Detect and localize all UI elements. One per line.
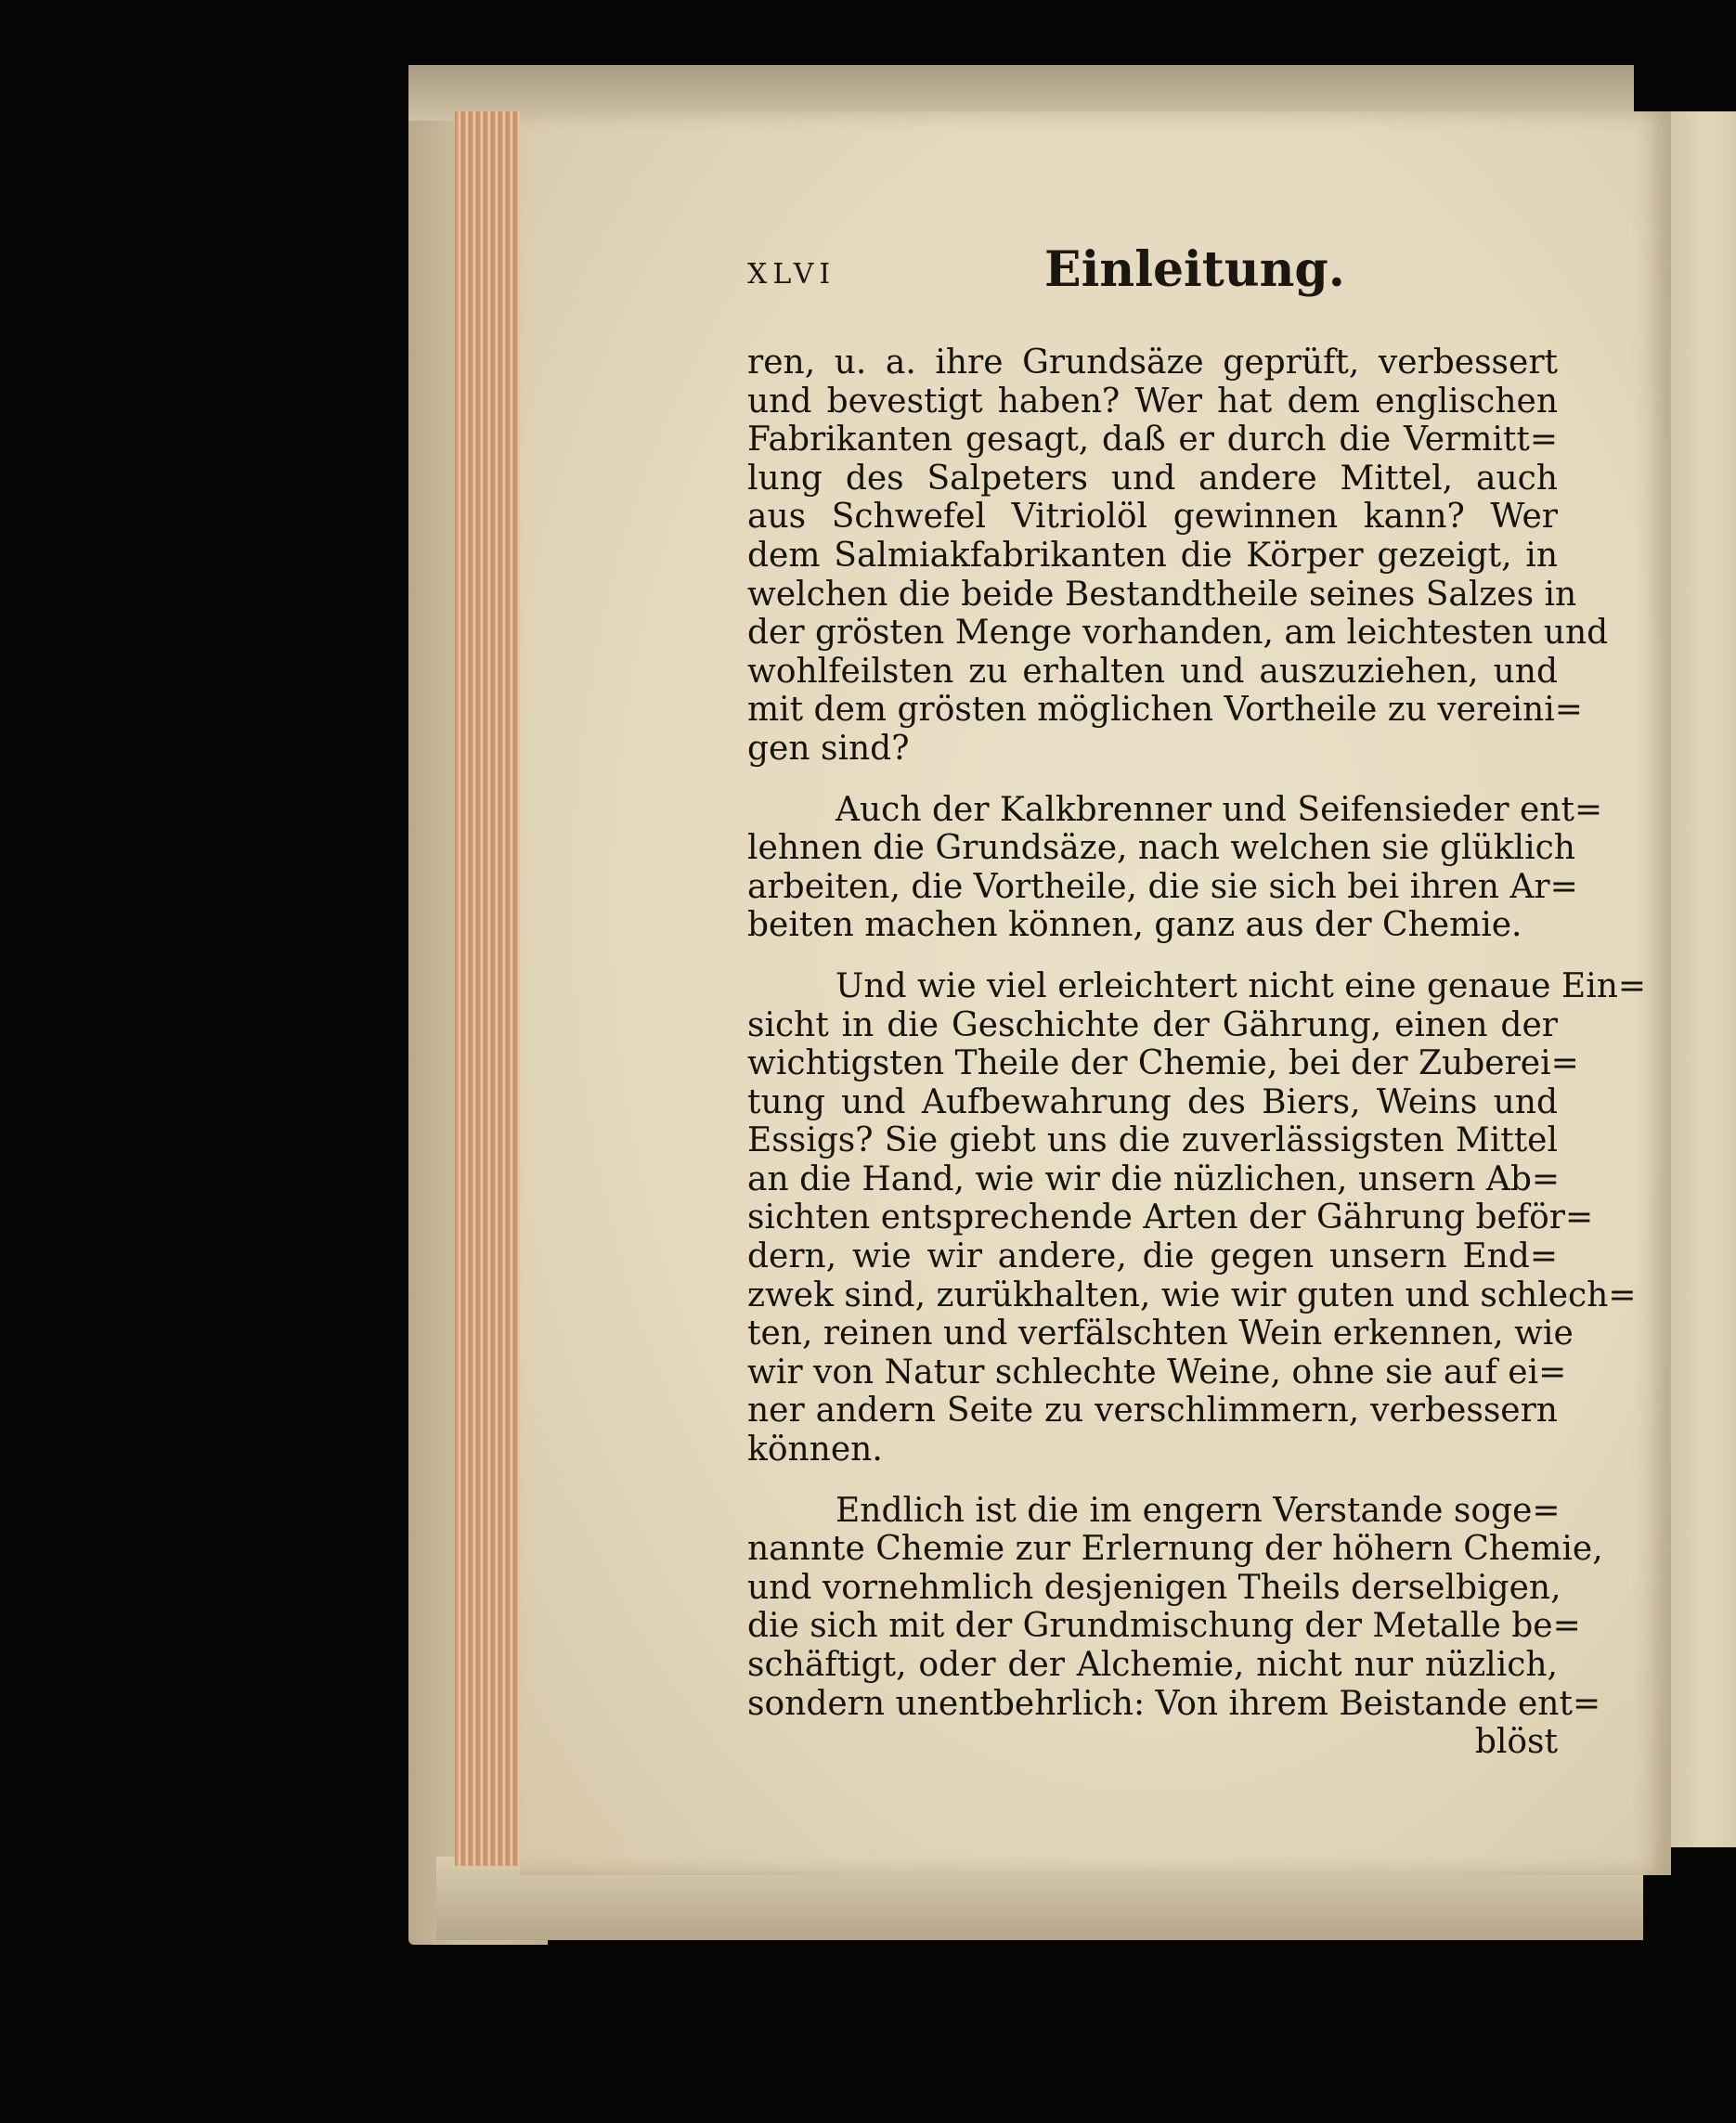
text-line: ner andern Seite zu verschlimmern, verbessern — [747, 1392, 1558, 1430]
text-line: aus Schwefel Vitriolöl gewinnen kann? Wer — [747, 498, 1558, 537]
running-head — [747, 241, 1345, 306]
text-line: Fabrikanten gesagt, daß er durch die Vermitt= — [747, 421, 1558, 460]
text-line: können. — [747, 1430, 883, 1469]
text-line: Endlich ist die im engern Verstande soge= — [836, 1491, 1561, 1530]
text-line: Essigs? Sie giebt uns die zuverlässigsten Mittel — [747, 1121, 1558, 1160]
text-line: der grösten Menge vorhanden, am leichtesten und — [747, 614, 1609, 653]
body-text — [747, 343, 1647, 1762]
text-line: ren, u. a. ihre Grundsäze geprüft, verbessert — [747, 343, 1558, 382]
text-line: Und wie viel erleichtert nicht eine genaue Ein= — [836, 966, 1647, 1005]
text-line: lung des Salpeters und andere Mittel, auch — [747, 459, 1558, 498]
page-stack-edges — [455, 111, 529, 1866]
text-line: sichten entsprechende Arten der Gährung beför= — [747, 1198, 1594, 1237]
text-line: die sich mit der Grundmischung der Metalle be= — [747, 1607, 1581, 1646]
text-line: dern, wie wir andere, die gegen unsern End= — [747, 1237, 1558, 1276]
text-line: und bevestigt haben? Wer hat dem englischen — [747, 382, 1558, 421]
text-line: an die Hand, wie wir die nüzlichen, unsern Ab= — [747, 1159, 1561, 1198]
paragraph — [747, 790, 1603, 945]
text-line: beiten machen können, ganz aus der Chemie. — [747, 906, 1522, 945]
text-line: wichtigsten Theile der Chemie, bei der Zuberei= — [747, 1044, 1579, 1083]
text-line: wohlfeilsten zu erhalten und auszuziehen, und — [747, 652, 1558, 691]
text-line: lehnen die Grundsäze, nach welchen sie glüklich — [747, 829, 1575, 868]
text-line: ten, reinen und verfälschten Wein erkennen, wie — [747, 1314, 1574, 1353]
paragraph — [747, 1491, 1603, 1724]
text-line: nannte Chemie zur Erlernung der höhern Chemie, — [747, 1530, 1603, 1569]
paragraph — [747, 966, 1647, 1469]
text-line: und vornehmlich desjenigen Theils derselbigen, — [747, 1568, 1561, 1607]
text-line: Auch der Kalkbrenner und Seifensieder ent= — [836, 790, 1603, 829]
page-number: XLVI — [747, 258, 836, 291]
text-line: wir von Natur schlechte Weine, ohne sie auf ei= — [747, 1353, 1567, 1392]
running-title: Einleitung. — [1044, 241, 1345, 298]
text-line: arbeiten, die Vortheile, die sie sich bei ihren Ar= — [747, 867, 1578, 906]
text-line: tung und Aufbewahrung des Biers, Weins und — [747, 1082, 1558, 1121]
text-line: welchen die beide Bestandtheile seines Salzes in — [747, 575, 1577, 614]
text-line: gen sind? — [747, 729, 910, 768]
text-line: mit dem grösten möglichen Vortheile zu vereini= — [747, 691, 1583, 730]
catchword: blöst — [1474, 1723, 1558, 1762]
text-line: dem Salmiakfabrikanten die Körper gezeigt, in — [747, 536, 1558, 575]
text-line: sicht in die Geschichte der Gährung, einen der — [747, 1005, 1558, 1044]
text-line: sondern unentbehrlich: Von ihrem Beistande ent= — [747, 1684, 1601, 1723]
text-line: schäftigt, oder der Alchemie, nicht nur nüzlich, — [747, 1646, 1558, 1684]
paragraph — [747, 343, 1609, 769]
facing-page-edge — [1662, 111, 1736, 1847]
text-line: zwek sind, zurükhalten, wie wir guten und schlech= — [747, 1275, 1637, 1314]
